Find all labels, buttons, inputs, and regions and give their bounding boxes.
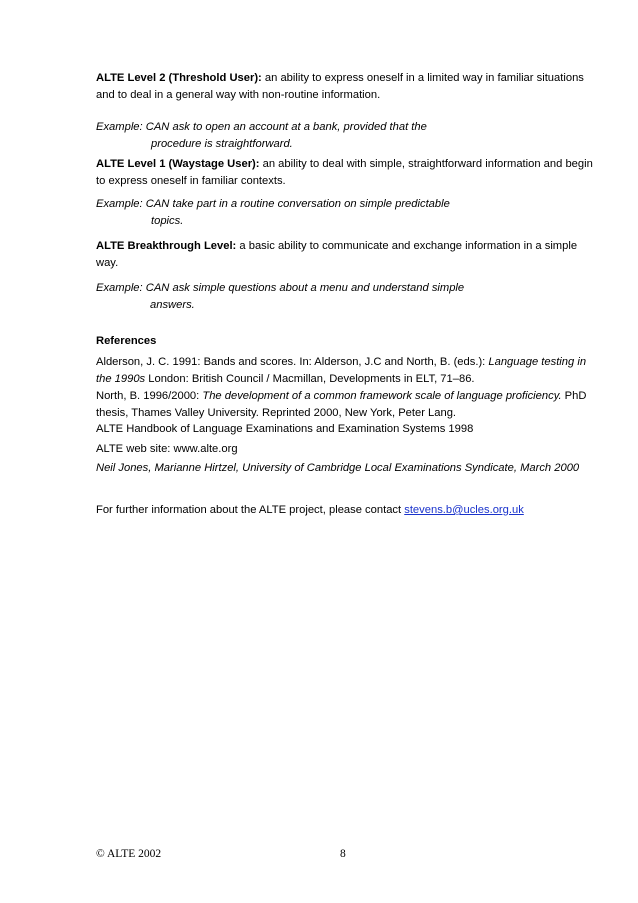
reference-north-publisher: PhD thesis, Thames Valley University. Reprinted 2000, New York, Peter Lang.	[96, 390, 587, 419]
level-2-heading: ALTE Level 2 (Threshold User):	[96, 72, 262, 84]
level-2-example-line1: Example: CAN ask to open an account at a bank, provided that the	[96, 121, 427, 133]
level-1-example-line2: topics.	[151, 215, 184, 227]
reference-website: ALTE web site: www.alte.org	[96, 443, 238, 455]
level-1-example	[96, 196, 596, 230]
reference-alderson-text: Alderson, J. C. 1991: Bands and scores. In: Alderson, J.C and North, B. (eds.):	[96, 356, 489, 368]
reference-north	[96, 388, 596, 422]
level-1-example-line1: Example: CAN take part in a routine conversation on simple predictable	[96, 198, 450, 210]
breakthrough-description: a basic ability to communicate and exchange information in a simple way.	[96, 240, 578, 269]
reference-north-text: North, B. 1996/2000:	[96, 390, 203, 402]
reference-alderson-publisher: London: British Council / Macmillan, Developments in ELT, 71–86.	[145, 373, 475, 385]
reference-authors: Neil Jones, Marianne Hirtzel, University of Cambridge Local Examinations Syndicate, March 2000	[96, 462, 580, 474]
level-1-description: an ability to deal with simple, straightforward information and begin to express oneself in familiar contexts.	[96, 158, 593, 187]
level-1-heading: ALTE Level 1 (Waystage User):	[96, 158, 260, 170]
breakthrough-heading: ALTE Breakthrough Level:	[96, 240, 237, 252]
contact-text: For further information about the ALTE project, please contact	[96, 504, 405, 516]
contact-paragraph	[96, 502, 596, 519]
breakthrough-example	[96, 280, 596, 314]
level-2-paragraph	[96, 70, 596, 104]
footer-page-number: 8	[340, 848, 346, 860]
contact-email-link[interactable]: stevens.b@ucles.org.uk	[404, 504, 524, 516]
footer-copyright: © ALTE 2002	[96, 848, 162, 860]
level-2-example	[96, 119, 596, 153]
level-2-description: an ability to express oneself in a limited way in familiar situations and to deal in a general way with non-routine information.	[96, 72, 584, 101]
references-heading: References	[96, 335, 157, 347]
breakthrough-example-line2: answers.	[150, 299, 195, 311]
reference-alderson	[96, 354, 596, 388]
reference-alderson-title: Language testing in the 1990s	[96, 356, 587, 385]
level-2-example-line2: procedure is straightforward.	[151, 138, 293, 150]
reference-handbook: ALTE Handbook of Language Examinations and Examination Systems 1998	[96, 423, 474, 435]
breakthrough-paragraph	[96, 238, 596, 272]
reference-north-title: The development of a common framework scale of language proficiency.	[202, 390, 562, 402]
breakthrough-example-line1: Example: CAN ask simple questions about a menu and understand simple	[96, 282, 465, 294]
level-1-paragraph	[96, 156, 596, 190]
